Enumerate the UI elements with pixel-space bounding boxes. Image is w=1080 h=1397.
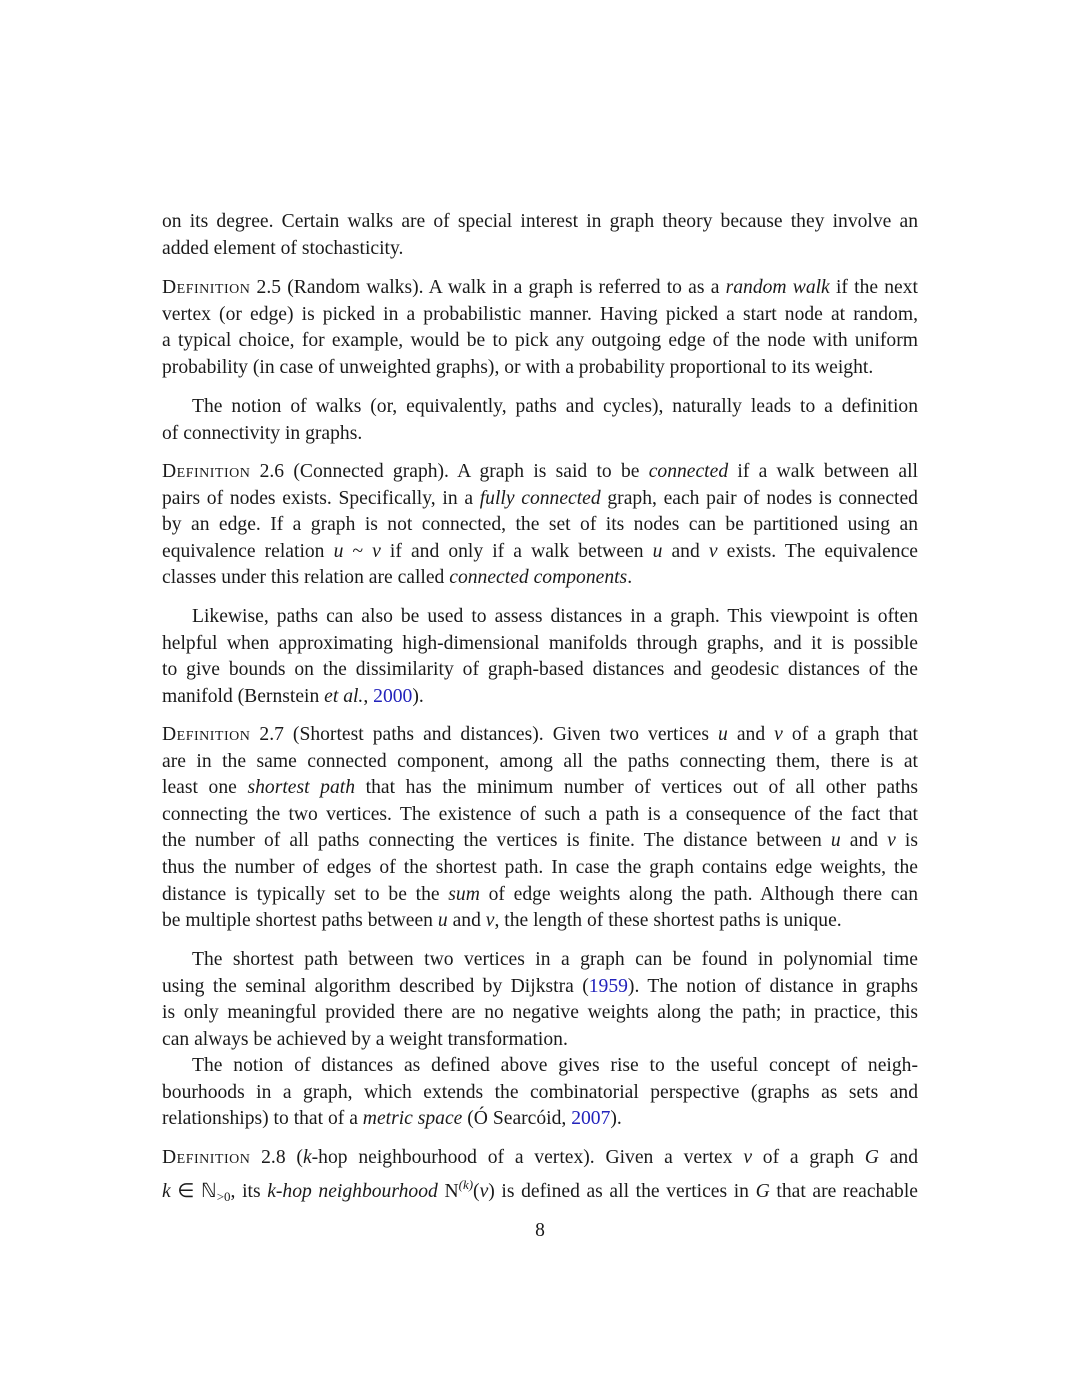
italic-text: u bbox=[718, 724, 728, 745]
italic-text: k-hop neighbourhood bbox=[267, 1180, 438, 1202]
text-line bbox=[162, 459, 918, 486]
text-run: The notion of distances as defined above gives rise to the useful concept of neigh- bbox=[192, 1055, 918, 1076]
text-run: and bbox=[662, 540, 709, 562]
text-run: (Ó Searcóid, bbox=[462, 1108, 572, 1130]
text-run: manifold (Bernstein bbox=[162, 685, 325, 707]
italic-text: v bbox=[479, 1180, 489, 1202]
text-run: 2.5 (Random walks). A walk in a graph is referred to as a bbox=[250, 277, 726, 298]
citation-link[interactable]: 1959 bbox=[588, 975, 628, 997]
text-run: and bbox=[447, 910, 486, 932]
italic-text: sum bbox=[448, 883, 480, 905]
text-run: relationships) to that of a bbox=[162, 1108, 363, 1130]
text-run: added element of stochasticity. bbox=[162, 237, 404, 259]
text-line bbox=[162, 775, 918, 802]
text-run: if and only if a walk between bbox=[380, 540, 653, 562]
text-run: , bbox=[363, 685, 374, 707]
italic-text: v bbox=[774, 724, 783, 745]
text-run: ∈ ℕ bbox=[170, 1180, 217, 1202]
text-run: equivalence relation bbox=[162, 540, 334, 562]
italic-text: u bbox=[333, 540, 344, 562]
text-run: and bbox=[727, 724, 775, 745]
text-run: , its bbox=[230, 1180, 268, 1202]
text-line bbox=[162, 512, 918, 539]
text-run: if the next bbox=[829, 277, 918, 298]
text-run: of a graph that bbox=[782, 724, 919, 745]
text-run: to give bounds on the dissimilarity of graph-based distances and geodesic distances of the bbox=[162, 659, 918, 681]
paragraph bbox=[162, 604, 918, 710]
text-run: ~ bbox=[343, 540, 373, 562]
text-run: The shortest path between two vertices in a graph can be found in polynomial time bbox=[192, 949, 918, 970]
text-run: classes under this relation are called bbox=[162, 567, 450, 589]
definition-label: Definition bbox=[162, 1147, 251, 1168]
text-run: 2.8 ( bbox=[250, 1147, 303, 1168]
text-line bbox=[162, 684, 918, 711]
text-run: exists. The equivalence bbox=[717, 540, 918, 562]
text-run: is only meaningful provided there are no negative weights along the path; in practice, this bbox=[162, 1002, 918, 1024]
text-run: is bbox=[895, 830, 918, 852]
definition-label: Definition bbox=[162, 461, 251, 482]
text-line bbox=[162, 828, 918, 855]
text-line bbox=[162, 1000, 918, 1027]
definition-label: Definition bbox=[162, 724, 251, 745]
text-line bbox=[162, 1027, 918, 1054]
text-line bbox=[162, 539, 918, 566]
italic-text: random walk bbox=[725, 277, 830, 298]
text-run: Likewise, paths can also be used to assess distances in a graph. This viewpoint is often bbox=[192, 606, 918, 627]
italic-text: G bbox=[755, 1180, 770, 1202]
definition-block bbox=[162, 459, 918, 592]
text-run: thus the number of edges of the shortest path. In case the graph contains edge weights, the bbox=[162, 856, 918, 878]
text-run: ( bbox=[473, 1180, 480, 1202]
paragraph bbox=[162, 209, 918, 262]
text-run: . bbox=[627, 567, 633, 589]
text-run: ). bbox=[610, 1108, 622, 1130]
italic-text: G bbox=[864, 1147, 879, 1168]
text-run: , the length of these shortest paths is unique. bbox=[494, 910, 842, 932]
text-run: ). bbox=[412, 685, 424, 707]
text-run: distance is typically set to be the bbox=[162, 883, 449, 905]
text-line bbox=[162, 882, 918, 909]
text-run: connecting the two vertices. The existence of such a path is a consequence of the fact that bbox=[162, 803, 918, 825]
text-run: a typical choice, for example, would be to pick any outgoing edge of the node with uniform bbox=[162, 330, 918, 352]
text-line bbox=[162, 1106, 918, 1133]
text-line bbox=[162, 394, 918, 421]
definition-block bbox=[162, 722, 918, 935]
text-run: 2.6 (Connected graph). A graph is said to be bbox=[250, 461, 649, 482]
paragraph bbox=[162, 1053, 918, 1133]
text-line bbox=[162, 236, 918, 263]
text-run: of connectivity in graphs. bbox=[162, 422, 363, 444]
text-line bbox=[162, 947, 918, 974]
text-line bbox=[162, 855, 918, 882]
text-run: ) is defined as all the vertices in bbox=[488, 1180, 756, 1202]
text-line bbox=[162, 1145, 918, 1172]
text-line bbox=[162, 722, 918, 749]
paragraph bbox=[162, 947, 918, 1053]
text-run: -hop neighbourhood of a vertex). Given a vertex bbox=[311, 1147, 744, 1168]
text-line bbox=[162, 275, 918, 302]
text-line bbox=[162, 604, 918, 631]
text-line bbox=[162, 565, 918, 592]
text-line bbox=[162, 486, 918, 513]
citation-link[interactable]: 2000 bbox=[373, 685, 413, 707]
text-run: of a graph bbox=[752, 1147, 865, 1168]
italic-text: k bbox=[162, 1180, 171, 1202]
text-run: can always be achieved by a weight transformation. bbox=[162, 1028, 568, 1050]
text-run: of edge weights along the path. Although there can bbox=[479, 883, 918, 905]
italic-text: u bbox=[437, 910, 448, 932]
italic-text: v bbox=[708, 540, 718, 562]
text-line bbox=[162, 421, 918, 448]
text-run: ). The notion of distance in graphs bbox=[627, 975, 918, 997]
text-run: bourhoods in a graph, which extends the combinatorial perspective (graphs as sets and bbox=[162, 1081, 918, 1103]
definition-block bbox=[162, 275, 918, 381]
text-run: by an edge. If a graph is not connected, the set of its nodes can be partitioned using an bbox=[162, 514, 918, 536]
text-line bbox=[162, 631, 918, 658]
text-line bbox=[162, 355, 918, 382]
paragraph bbox=[162, 394, 918, 447]
text-run: on its degree. Certain walks are of special interest in graph theory because they involve an bbox=[162, 211, 918, 232]
text-run: least one bbox=[162, 777, 248, 799]
text-run: are in the same connected component, among all the paths connecting them, there is at bbox=[162, 750, 918, 772]
text-line bbox=[162, 209, 918, 236]
italic-text: metric space bbox=[362, 1108, 463, 1130]
italic-text: et al. bbox=[324, 685, 364, 707]
italic-text: connected bbox=[648, 461, 729, 482]
text-run: The notion of walks (or, equivalently, paths and cycles), naturally leads to a definition bbox=[192, 396, 918, 417]
text-run: using the seminal algorithm described by Dijkstra ( bbox=[162, 975, 589, 997]
definition-block bbox=[162, 1145, 918, 1204]
text-run: graph, each pair of nodes is connected bbox=[600, 487, 918, 509]
text-run: pairs of nodes exists. Specifically, in a bbox=[162, 487, 480, 509]
text-line bbox=[162, 328, 918, 355]
page-number: 8 bbox=[535, 1220, 545, 1241]
italic-text: v bbox=[372, 540, 381, 562]
text-run: helpful when approximating high-dimensional manifolds through graphs, and it is possible bbox=[162, 632, 918, 654]
italic-text: u bbox=[830, 830, 841, 852]
text-run: probability (in case of unweighted graphs), or with a probability proportional to its weight. bbox=[162, 356, 874, 378]
text-line bbox=[162, 657, 918, 684]
italic-text: fully connected bbox=[479, 487, 601, 509]
italic-text: u bbox=[652, 540, 663, 562]
italic-text: v bbox=[743, 1147, 753, 1168]
text-line bbox=[162, 749, 918, 776]
text-run: and bbox=[878, 1147, 918, 1168]
text-run: vertex (or edge) is picked in a probabilistic manner. Having picked a start node at random, bbox=[162, 303, 918, 325]
italic-text: connected components bbox=[449, 567, 628, 589]
text-line bbox=[162, 908, 918, 935]
text-line bbox=[162, 974, 918, 1001]
text-run: if a walk between all bbox=[728, 461, 919, 482]
text-run: and bbox=[840, 830, 888, 852]
italic-text: shortest path bbox=[247, 777, 356, 799]
text-run: the number of all paths connecting the vertices is finite. The distance between bbox=[162, 830, 831, 852]
definition-label: Definition bbox=[162, 277, 251, 298]
text-run: that has the minimum number of vertices out of all other paths bbox=[355, 777, 918, 799]
subscript: >0 bbox=[216, 1188, 231, 1204]
text-run: 2.7 (Shortest paths and distances). Given two vertices bbox=[250, 724, 718, 745]
text-line bbox=[162, 1080, 918, 1107]
text-line bbox=[162, 1053, 918, 1080]
citation-link[interactable]: 2007 bbox=[571, 1108, 611, 1130]
text-line bbox=[162, 1172, 918, 1204]
text-line bbox=[162, 802, 918, 829]
text-run: that are reachable bbox=[769, 1180, 918, 1202]
superscript: (k) bbox=[458, 1176, 474, 1192]
text-run: be multiple shortest paths between bbox=[162, 910, 438, 932]
text-line bbox=[162, 302, 918, 329]
text-run: N bbox=[437, 1180, 459, 1202]
italic-text: v bbox=[887, 830, 896, 852]
italic-text: k bbox=[302, 1147, 312, 1168]
italic-text: v bbox=[485, 910, 495, 932]
